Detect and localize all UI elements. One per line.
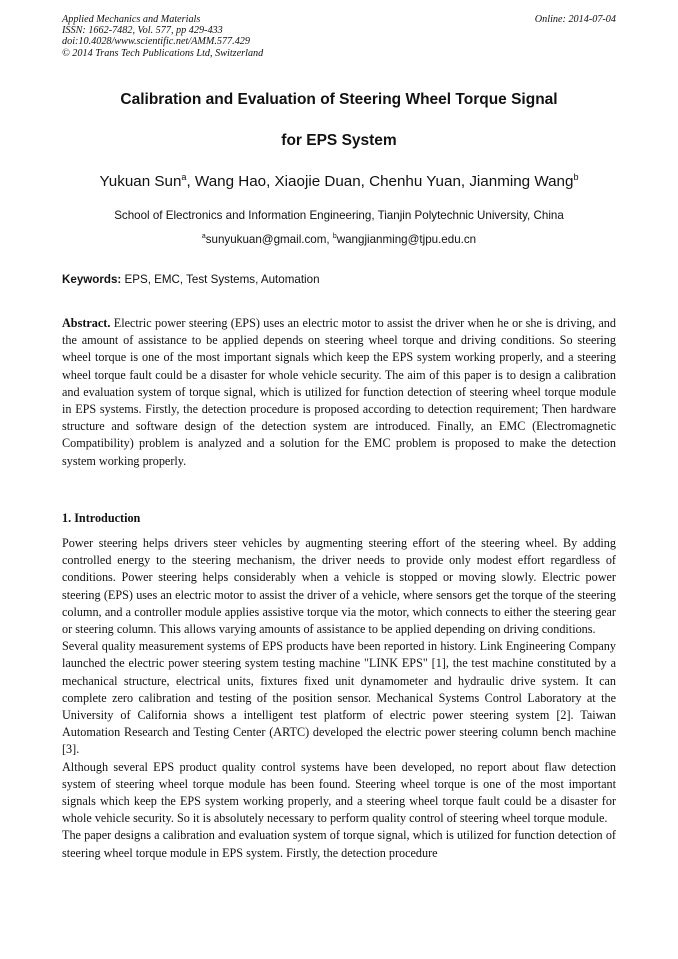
doi-line: doi:10.4028/www.scientific.net/AMM.577.429 (62, 36, 250, 48)
author-list (62, 173, 616, 190)
journal-header (62, 14, 616, 59)
paragraph: Although several EPS product quality control systems have been developed, no report about flaw detection system of steering wheel torque module has been found. Steering wheel torque is one of the most important signals which keep the EPS system working properly, and a steering wheel torque fault could be a disaster for whole vehicle security. So it is absolutely necessary to perform quality control of steering wheel torque module. (62, 759, 616, 826)
affiliation: School of Electronics and Information Engineering, Tianjin Polytechnic University, China (114, 209, 564, 222)
author-first-superscript: a (181, 171, 187, 182)
journal-name: Applied Mechanics and Materials (62, 14, 201, 25)
issn-line: ISSN: 1662-7482, Vol. 577, pp 429-433 (62, 25, 223, 37)
author-rest: , Wang Hao, Xiaojie Duan, Chenhu Yuan, Jianming Wang (186, 173, 574, 190)
paragraph: The paper designs a calibration and evaluation system of torque signal, which is utilized for function detection of steering wheel torque module in EPS system. Firstly, the detection procedure (62, 828, 616, 860)
paragraph: Several quality measurement systems of EPS products have been reported in history. Link Engineering Company launched the electric power steering system testing machine "LINK EPS" [1], the test machine constituted by a mechanical structure, electrical units, fixtures fixed unit dynamometer and hydraulic drive system. It can complete zero calibration and testing of the position sensor. Mechanical Systems Control Laboratory at the University of California shows a intelligent test platform of electric power steering system [2]. Taiwan Automation Research and Testing Center (ARTC) developed the electric power steering column bench machine [3]. (62, 639, 616, 757)
section-heading-introduction: 1. Introduction (62, 511, 141, 525)
email-a-superscript: a (201, 233, 206, 241)
copyright-line: © 2014 Trans Tech Publications Ltd, Switzerland (62, 47, 264, 59)
keywords-label: Keywords: (62, 273, 122, 286)
abstract-text: Electric power steering (EPS) uses an electric motor to assist the driver when he or she is driving, and the amount of assistance to be applied depends on steering wheel torque and driving conditions. So steering wheel torque is one of the most important signals which keep the EPS system working properly, and a steering wheel torque fault could be a disaster for whole vehicle security. The aim of this paper is to design a calibration and evaluation system of torque signal, which is utilized for function detection of steering wheel torque module in EPS systems. Firstly, the detection procedure is proposed according to detection requirement; Then hardware structure and software design of the detection system are introduced. Finally, an EMC (Electromagnetic Compatibility) problem is analyzed and a solution for the EMC problem is proposed to make the detection system working properly. (62, 316, 616, 468)
abstract-label: Abstract. (62, 316, 111, 330)
paper-title-line-2: for EPS System (281, 132, 397, 149)
keywords-text: EPS, EMC, Test Systems, Automation (121, 273, 320, 286)
paper-title-line-1: Calibration and Evaluation of Steering Wheel Torque Signal (120, 91, 558, 108)
paragraph: Power steering helps drivers steer vehicles by augmenting steering effort of the steering wheel. By adding controlled energy to the steering mechanism, the driver needs to provide only modest effort regardless of conditions. Power steering helps considerably when a vehicle is stopped or moving slowly. Electric power steering (EPS) uses an electric motor to assist the driver of a vehicle, where sensors get the torque of the steering column, and a controller module applies assistive torque via the motor, which connects to either the steering gear or steering column. This allows varying amounts of assistance to be applied depending on driving conditions. (62, 536, 616, 637)
abstract (62, 315, 616, 470)
email-a: sunyukuan@gmail.com, (205, 233, 333, 246)
introduction-body (62, 535, 616, 862)
author-emails (62, 233, 616, 246)
online-date: Online: 2014-07-04 (534, 14, 616, 25)
email-b-superscript: b (332, 233, 337, 241)
author-last-superscript: b (573, 171, 579, 182)
keywords (62, 273, 616, 286)
author-first: Yukuan Sun (99, 173, 182, 190)
email-b: wangjianming@tjpu.edu.cn (336, 233, 477, 246)
